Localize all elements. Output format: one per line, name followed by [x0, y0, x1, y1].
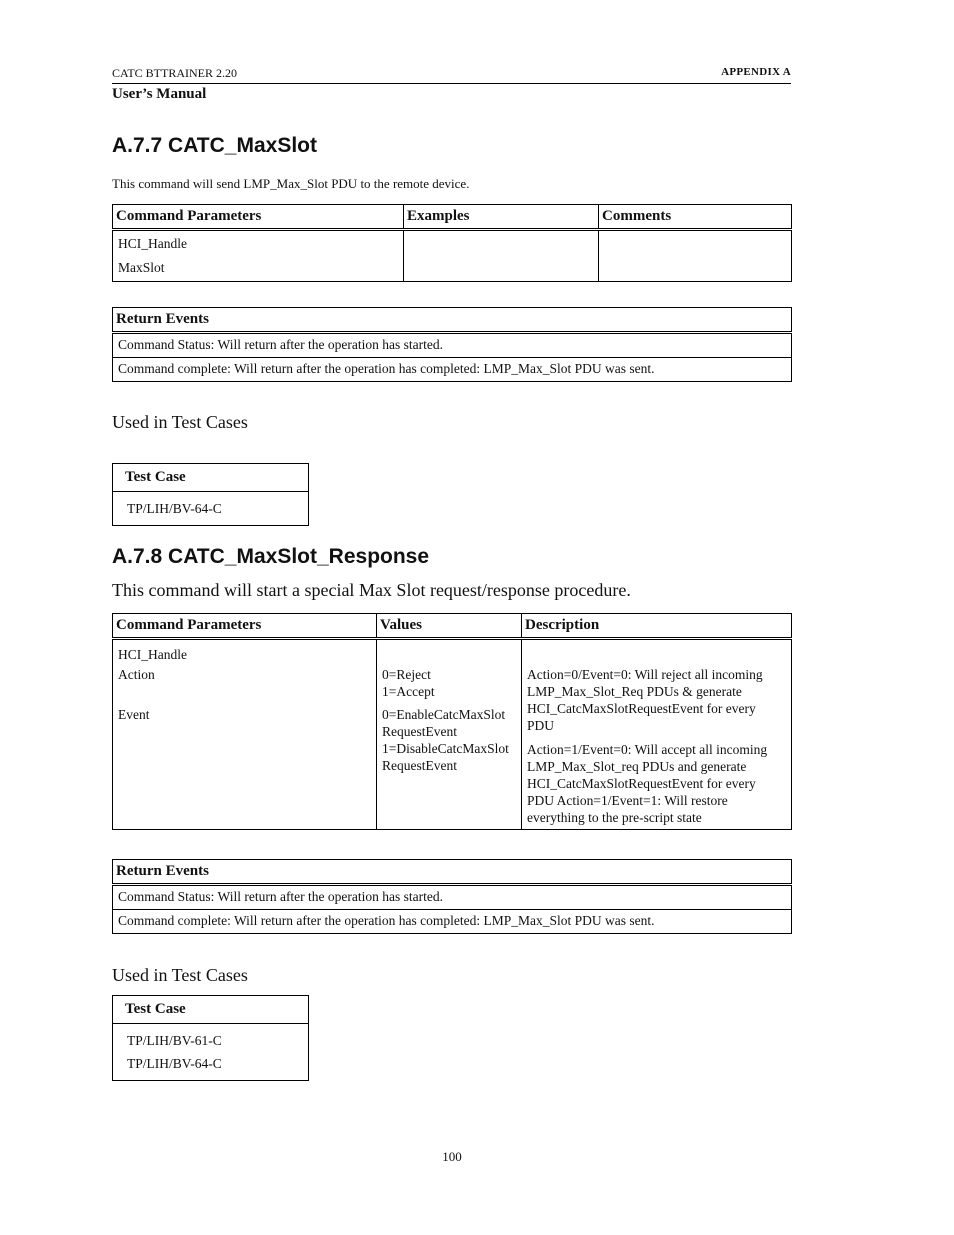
- value-action-accept: 1=Accept: [382, 684, 435, 699]
- section-title-maxslot: A.7.7 CATC_MaxSlot: [112, 134, 317, 157]
- header-appendix: APPENDIX A: [721, 66, 791, 78]
- col-command-parameters: Command Parameters: [113, 205, 404, 230]
- return-event-complete: Command complete: Will return after the operation has completed: LMP_Max_Slot PDU was sent.: [113, 358, 792, 382]
- value-event-enable: 0=EnableCatcMaxSlot: [382, 707, 506, 722]
- param-action: Action: [118, 667, 155, 682]
- param-event: Event: [118, 707, 150, 722]
- test-case-item: TP/LIH/BV-61-C: [127, 1033, 222, 1048]
- value-event-disable: 1=DisableCatcMaxSlot: [382, 741, 509, 756]
- col-command-parameters: Command Parameters: [113, 614, 377, 639]
- test-case-item: TP/LIH/BV-64-C: [127, 1056, 222, 1071]
- section-intro-maxslot: This command will send LMP_Max_Slot PDU to the remote device.: [112, 176, 470, 191]
- col-description: Description: [522, 614, 792, 639]
- desc-2-line-4: PDU Action=1/Event=1: Will restore: [527, 793, 728, 808]
- return-events-table-maxslot: [112, 307, 792, 382]
- test-case-head: Test Case: [113, 996, 309, 1024]
- col-comments: Comments: [599, 205, 792, 230]
- comments-cell: [599, 230, 792, 282]
- param-maxslot: MaxSlot: [118, 260, 165, 275]
- params-table-maxslot: [112, 204, 792, 282]
- section-intro-maxslot-response: This command will start a special Max Slot request/response procedure.: [112, 580, 631, 600]
- desc-1-line-3: HCI_CatcMaxSlotRequestEvent for every: [527, 701, 756, 716]
- desc-2-line-2: LMP_Max_Slot_req PDUs and generate: [527, 759, 747, 774]
- params-cell: [113, 639, 377, 830]
- value-event-enable-cont: RequestEvent: [382, 724, 457, 739]
- section-title-maxslot-response: A.7.8 CATC_MaxSlot_Response: [112, 545, 430, 568]
- desc-1-line-4: PDU: [527, 718, 555, 733]
- used-in-test-cases-heading: Used in Test Cases: [112, 412, 248, 432]
- params-table-maxslot-response: [112, 613, 792, 830]
- page-number: 100: [442, 1149, 462, 1164]
- desc-1-line-1: Action=0/Event=0: Will reject all incoming: [527, 667, 763, 682]
- return-event-status: Command Status: Will return after the operation has started.: [113, 333, 792, 358]
- return-events-head: Return Events: [113, 860, 792, 885]
- col-values: Values: [377, 614, 522, 639]
- description-cell: [522, 639, 792, 830]
- value-event-disable-cont: RequestEvent: [382, 758, 457, 773]
- return-events-table-maxslot-response: [112, 859, 792, 934]
- header-rule: [112, 83, 791, 84]
- return-events-head: Return Events: [113, 308, 792, 333]
- test-case-cell: [113, 1024, 309, 1081]
- examples-cell: [404, 230, 599, 282]
- test-case-table-maxslot-response: [112, 995, 309, 1081]
- values-spacer: [382, 643, 516, 666]
- desc-2-line-5: everything to the pre-script state: [527, 810, 702, 825]
- test-case-cell: [113, 492, 309, 526]
- values-cell: [377, 639, 522, 830]
- param-hci-handle: HCI_Handle: [118, 647, 187, 662]
- value-action-reject: 0=Reject: [382, 667, 431, 682]
- description-spacer: [527, 643, 786, 666]
- used-in-test-cases-heading: Used in Test Cases: [112, 965, 248, 985]
- test-case-item: TP/LIH/BV-64-C: [127, 501, 222, 516]
- return-event-complete: Command complete: Will return after the operation has completed: LMP_Max_Slot PDU was sent.: [113, 910, 792, 934]
- desc-2-line-3: HCI_CatcMaxSlotRequestEvent for every: [527, 776, 756, 791]
- param-hci-handle: HCI_Handle: [118, 236, 187, 251]
- header-manual: User’s Manual: [112, 86, 207, 102]
- test-case-table-maxslot: [112, 463, 309, 526]
- col-examples: Examples: [404, 205, 599, 230]
- params-cell: [113, 230, 404, 282]
- desc-1-line-2: LMP_Max_Slot_Req PDUs & generate: [527, 684, 742, 699]
- return-event-status: Command Status: Will return after the operation has started.: [113, 885, 792, 910]
- test-case-head: Test Case: [113, 464, 309, 492]
- header-product: CATC BTTRAINER 2.20: [112, 66, 238, 80]
- desc-2-line-1: Action=1/Event=0: Will accept all incoming: [527, 742, 768, 757]
